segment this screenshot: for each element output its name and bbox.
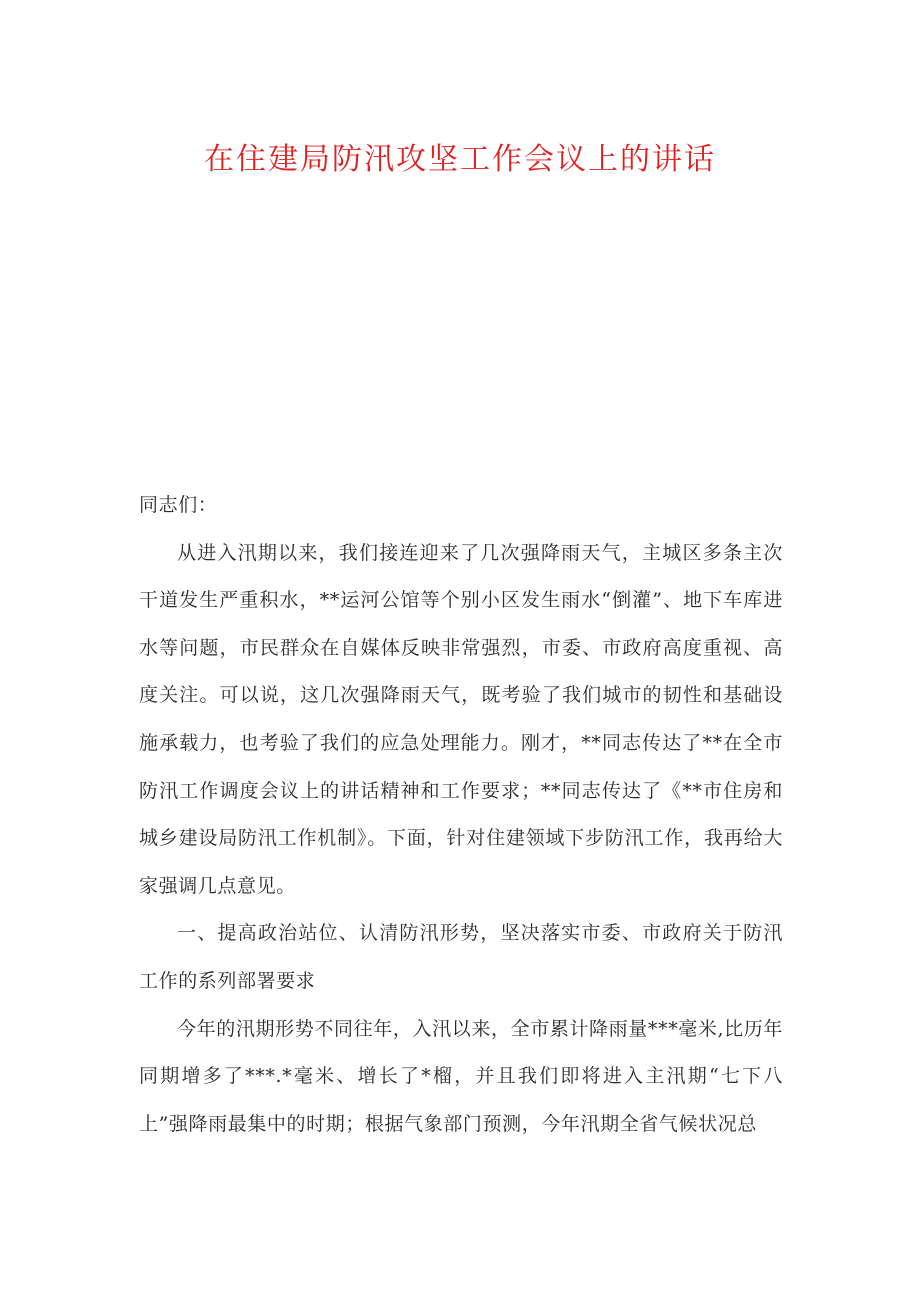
section-heading-1: 一、提高政治站位、认清防汛形势，坚决落实市委、市政府关于防汛工作的系列部署要求 <box>139 922 783 992</box>
paragraph-flood-situation: 今年的汛期形势不同往年，入汛以来，全市累计降雨量***毫米,比历年同期增多了***.*毫米、增长了*榴，并且我们即将进入主汛期“七下八上”强降雨最集中的时期；根据气象部门预测，今年汛期全省气候状况总 <box>139 1017 783 1135</box>
salutation: 同志们： <box>139 494 218 516</box>
document-body <box>139 482 783 1148</box>
document-title: 在住建局防汛攻坚工作会议上的讲话 <box>204 142 716 177</box>
paragraph-intro: 从进入汛期以来，我们接连迎来了几次强降雨天气，主城区多条主次干道发生严重积水，**运河公馆等个别小区发生雨水“倒灌”、地下车库进水等问题，市民群众在自媒体反映非常强烈，市委、市政府高度重视、高度关注。可以说，这几次强降雨天气，既考验了我们城市的韧性和基础设施承载力，也考验了我们的应急处理能力。刚才，**同志传达了**在全市防汛工作调度会议上的讲话精神和工作要求；**同志传达了《**市住房和城乡建设局防汛工作机制》。下面，针对住建领域下步防汛工作，我再给大家强调几点意见。 <box>139 541 783 897</box>
